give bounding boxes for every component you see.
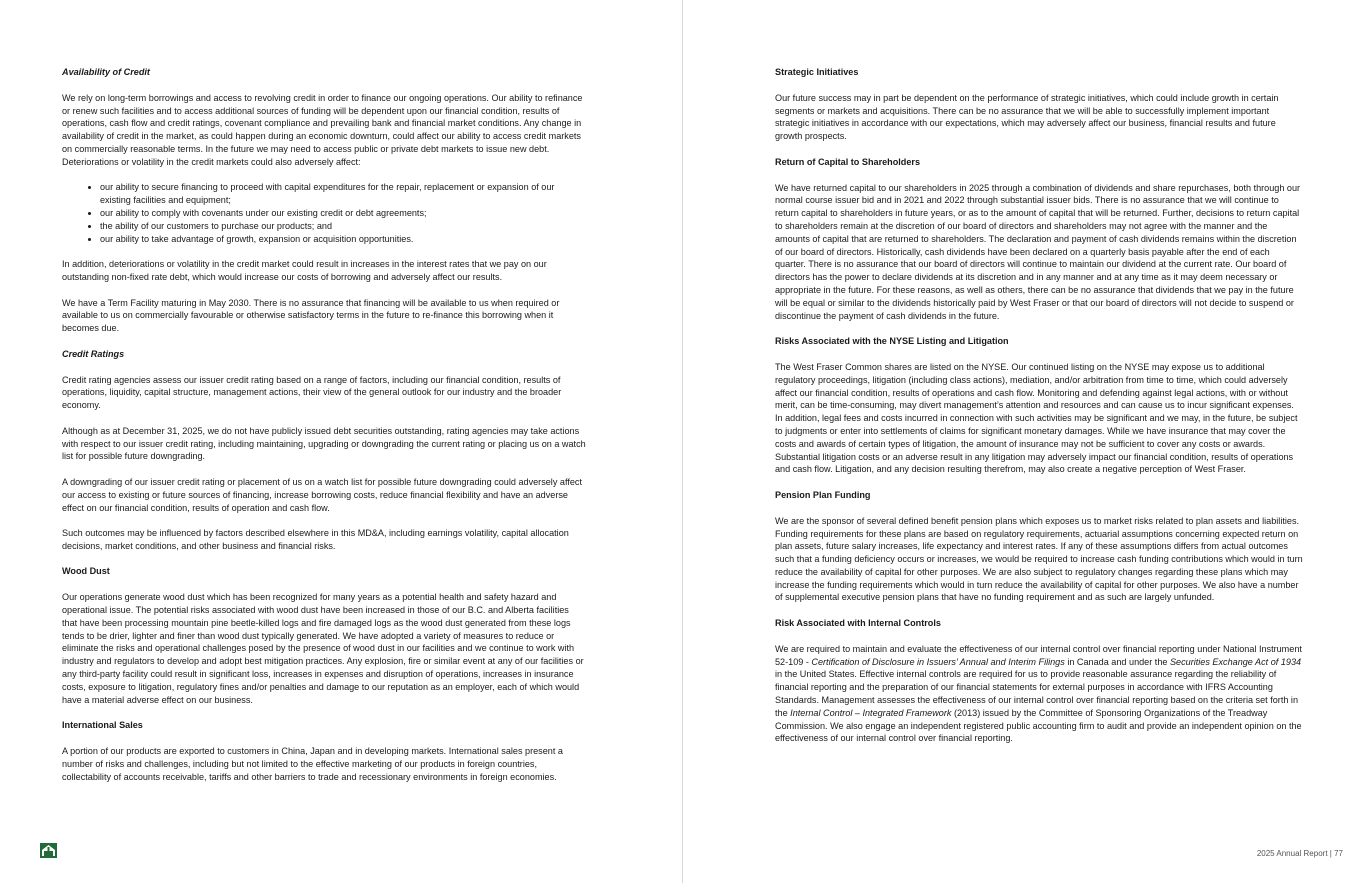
footer-separator: | — [1329, 849, 1332, 858]
heading-credit-ratings: Credit Ratings — [62, 348, 125, 359]
paragraph — [775, 643, 1303, 745]
list-item: • our ability to take advantage of growth, expansion or acquisition opportunities. — [100, 233, 586, 246]
list-item: • the ability of our customers to purchase our products; and — [100, 220, 586, 233]
paragraph: In addition, deteriorations or volatility in the credit market could result in increases in the interest rates that we pay on our outstanding non-fixed rate debt, which would increase our costs of borrowing and adversely affect our results. — [62, 259, 547, 282]
heading-international-sales: International Sales — [62, 720, 143, 731]
heading-return-of-capital: Return of Capital to Shareholders — [775, 156, 921, 167]
west-fraser-logo-icon — [40, 843, 57, 858]
page-footer — [1257, 849, 1343, 858]
left-page — [0, 0, 682, 883]
text-run: in Canada and under the — [1064, 656, 1170, 667]
footer-report-title: 2025 Annual Report — [1256, 849, 1328, 858]
paragraph: A portion of our products are exported to customers in China, Japan and in developing markets. International sales present a number of risks and challenges, including but not limited to the effective marketing of our products in foreign countries, collectability of accounts receivable, tariffs and other barriers to trade and recessionary environments in foreign economies. — [62, 746, 563, 782]
paragraph: The West Fraser Common shares are listed on the NYSE. Our continued listing on the NYSE may expose us to additional regulatory proceedings, litigation (including class actions), mediation, and/or arbitration from time to time, which could adversely affect our financial condition, results of operations and cash flow. Monitoring and defending against legal actions, with or without merit, can be time-consuming, may divert management’s attention and resources and can cause us to incur significant expenses. In addition, legal fees and costs incurred in connection with such activities may be significant and we may, in the future, be subject to judgments or enter into settlements of claims for significant monetary damages. While we have insurance that may cover the costs and awards of certain types of litigation, the amount of insurance may not be sufficient to cover any costs or awards. Substantial litigation costs or an adverse result in any litigation may adversely impact our financial condition, results of operations and cash flow. Litigation, and any decision resulting therefrom, may also create a negative perception of West Fraser. — [775, 361, 1298, 475]
paragraph: We are the sponsor of several defined benefit pension plans which exposes us to market risks related to plan assets and liabilities. Funding requirements for these plans are based on regulatory requirements, actuarial assumptions concerning expected return on plan assets, future salary increases, life expectancy and interest rates. If any of these assumptions differs from actual outcomes such that a funding deficiency occurs or increases, we would be required to increase cash funding contributions which would in turn reduce the availability of capital for other purposes. We are also subject to regulatory changes regarding these plans which may increase the funding requirements which would in turn reduce the availability of capital for other purposes. We also have a number of supplemental executive pension plans that have no funding requirement and as such are largely unfunded. — [775, 515, 1303, 603]
paragraph: Credit rating agencies assess our issuer credit rating based on a range of factors, including our financial condition, results of operations, liquidity, capital structure, management actions, their view of the general outlook for our industry and the broader economy. — [62, 374, 562, 411]
text-run: We are required to maintain and evaluate the effectiveness of our internal control over financial reporting under National Instrument 52-109 - — [775, 643, 1302, 667]
text-run-italic: Certification of Disclosure in Issuers’ Annual and Interim Filings — [811, 656, 1065, 667]
paragraph: We have returned capital to our shareholders in 2025 through a combination of dividends and share repurchases, both through our normal course issuer bid and in 2021 and 2022 through substantial issuer bids. There is no assurance that we will continue to return capital to shareholders in future years, or as to the amount of capital that will be returned. Further, decisions to return capital to shareholders remain at the discretion of our board of directors and shareholders may not agree with the manner and the amounts of capital that are returned to shareholders. The declaration and payment of cash dividends remains within the discretion of our board of directors. Historically, cash dividends have been declared on a quarterly basis payable after the end of each quarter. There is no assurance that our board of directors will continue to maintain our dividend at the current rate. Our board of directors has the power to declare dividends at its discretion and in any manner and at any time as it may deem necessary or appropriate in the future. For these reasons, as well as others, there can be no assurance that dividends that we pay in the future will be equal or similar to the dividends historically paid by West Fraser or that our board of directors will not decide to suspend or discontinue the payment of cash dividends in the future. — [775, 182, 1301, 321]
text-run-italic: Internal Control – Integrated Framework — [790, 707, 952, 718]
paragraph: Our future success may in part be dependent on the performance of strategic initiatives, which could include growth in certain segments or markets and acquisitions. There can be no assurance that we will be able to successfully implement important strategic initiatives in accordance with our expectations, which may adversely affect our business, financial results and future growth prospects. — [775, 92, 1279, 142]
paragraph: A downgrading of our issuer credit rating or placement of us on a watch list for possible future downgrading could adversely affect our access to existing or future sources of financing, increase borrowing costs, reduce financial flexibility and have an adverse effect on our financial condition, results of operation and cash flow. — [62, 476, 582, 513]
paragraph: Although as at December 31, 2025, we do not have publicly issued debt securities outstanding, rating agencies may take actions with respect to our issuer credit rating, including maintaining, upgrading or downgrading the current rating or placing us on a watch list for possible future downgrading. — [62, 425, 586, 462]
heading-internal-controls: Risk Associated with Internal Controls — [775, 618, 941, 629]
list-item: • our ability to comply with covenants under our existing credit or debt agreements; — [100, 207, 586, 220]
heading-pension-plan-funding: Pension Plan Funding — [775, 489, 871, 500]
paragraph: We rely on long-term borrowings and access to revolving credit in order to finance our ongoing operations. Our ability to refinance or renew such facilities and to access additional sources of funding will be dependent upon our financial condition, results of operations, cash flow and credit ratings, covenant compliance and prevailing bank and financial market conditions. Any change in availability of credit in the market, as could happen during an economic downturn, could affect our ability to access credit markets on commercially reasonable terms. In the future we may need to access public or private debt markets to issue new debt. Deteriorations or volatility in the credit markets could also adversely affect: — [62, 92, 583, 167]
heading-strategic-initiatives: Strategic Initiatives — [775, 67, 859, 77]
page-number: 77 — [1334, 849, 1343, 858]
bullet-list — [62, 181, 586, 245]
text-run-italic: Securities Exchange Act of 1934 — [1169, 656, 1302, 667]
paragraph: We have a Term Facility maturing in May 2030. There is no assurance that financing will be available to us when required or available to us on commercially favourable or otherwise satisfactory terms in the future to re-finance this borrowing when it becomes due. — [62, 297, 560, 334]
right-column — [775, 66, 1303, 758]
paragraph: Our operations generate wood dust which has been recognized for many years as a potential health and safety hazard and operational issue. The potential risks associated with wood dust have been increased in those of our B.C. and Alberta facilities that have been processing mountain pine beetle-killed logs and fire damaged logs as the wood dust generated from these logs tends to be drier, lighter and finer than wood dust typically generated. We have adopted a variety of measures to reduce or eliminate the risks and operational challenges posed by the presence of wood dust in our facilities and we continue to work with industry and regulators to develop and adopt best mitigation practices. Any explosion, fire or similar event at any of our facilities or any third-party facility could result in significant loss, increases in expenses and disruption of operations, increases in insurance costs, exposure to litigation, regulatory fines and/or penalties and damage to our reputation as an employer, each of which would have a material adverse effect on our business. — [62, 592, 584, 705]
paragraph: Such outcomes may be influenced by factors described elsewhere in this MD&A, including earnings volatility, capital allocation decisions, market conditions, and other business and financial risks. — [62, 528, 569, 551]
left-column — [62, 66, 586, 796]
list-item: • our ability to secure financing to proceed with capital expenditures for the repair, replacement or expansion of our existing facilities and equipment; — [100, 181, 586, 207]
heading-nyse-listing: Risks Associated with the NYSE Listing and Litigation — [775, 336, 1009, 347]
heading-availability-of-credit: Availability of Credit — [62, 67, 150, 77]
text-run: in the United States. Effective internal controls are required for us to provide reasonable assurance regarding the reliability of financial reporting and the preparation of our financial statements for external purposes in accordance with IFRS Accounting Standards. Management assesses the effectiveness of our internal control over financial reporting based on the criteria set forth in the — [775, 669, 1299, 718]
right-page — [683, 0, 1365, 883]
heading-wood-dust: Wood Dust — [62, 566, 110, 577]
text-run: (2013) issued by the Committee of Sponsoring Organizations of the Treadway Commission. We also engage an independent registered public accounting firm to audit and provide an independent opinion on the effectiveness of our internal control over financial reporting. — [775, 707, 1302, 744]
